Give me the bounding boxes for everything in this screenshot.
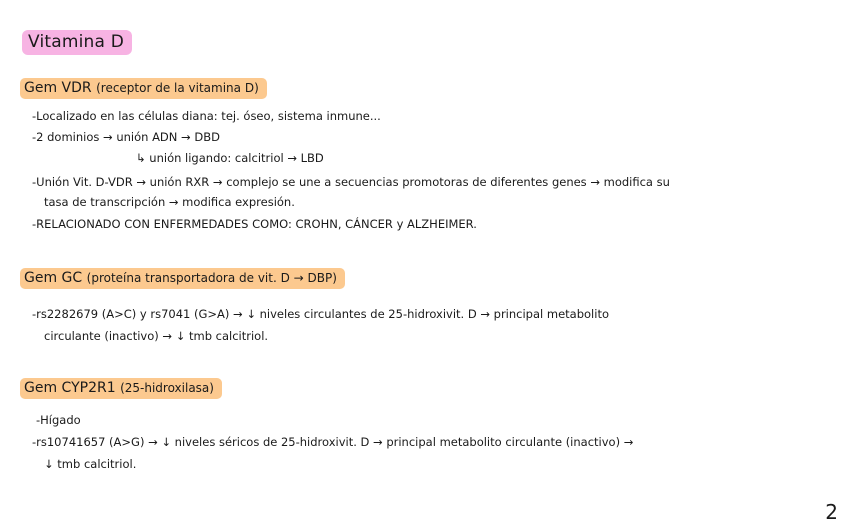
section-heading-text: Gem CYP2R1 bbox=[24, 380, 116, 396]
note-line: ↳ unión ligando: calcitriol → LBD bbox=[136, 151, 324, 165]
note-line: -Localizado en las células diana: tej. óseo, sistema inmune... bbox=[32, 109, 381, 123]
note-line: -Unión Vit. D-VDR → unión RXR → complejo se une a secuencias promotoras de diferentes genes → modifica su bbox=[32, 175, 670, 189]
section-heading-gc bbox=[20, 268, 345, 289]
note-line: -RELACIONADO CON ENFERMEDADES COMO: CROHN, CÁNCER y ALZHEIMER. bbox=[32, 217, 477, 231]
note-line: circulante (inactivo) → ↓ tmb calcitriol. bbox=[44, 329, 269, 343]
note-line: -Hígado bbox=[36, 413, 81, 427]
note-line: tasa de transcripción → modifica expresión. bbox=[44, 195, 295, 209]
section-subheading-text: (25-hidroxilasa) bbox=[120, 381, 214, 395]
section-heading-text: Gem VDR bbox=[24, 80, 92, 96]
page-title: Vitamina D bbox=[22, 30, 132, 55]
page-number: 2 bbox=[825, 500, 838, 524]
section-heading-text: Gem GC bbox=[24, 270, 83, 286]
section-heading-cyp2r1 bbox=[20, 378, 222, 399]
note-line: -rs10741657 (A>G) → ↓ niveles séricos de 25-hidroxivit. D → principal metabolito circulante (inactivo) → bbox=[32, 435, 634, 449]
note-line: ↓ tmb calcitriol. bbox=[44, 457, 137, 471]
section-heading-vdr bbox=[20, 78, 267, 99]
section-subheading-text: (receptor de la vitamina D) bbox=[96, 81, 259, 95]
note-line: -2 dominios → unión ADN → DBD bbox=[32, 130, 220, 144]
note-line: -rs2282679 (A>C) y rs7041 (G>A) → ↓ niveles circulantes de 25-hidroxivit. D → principal metabolito bbox=[32, 307, 609, 321]
section-subheading-text: (proteína transportadora de vit. D → DBP) bbox=[86, 271, 337, 285]
